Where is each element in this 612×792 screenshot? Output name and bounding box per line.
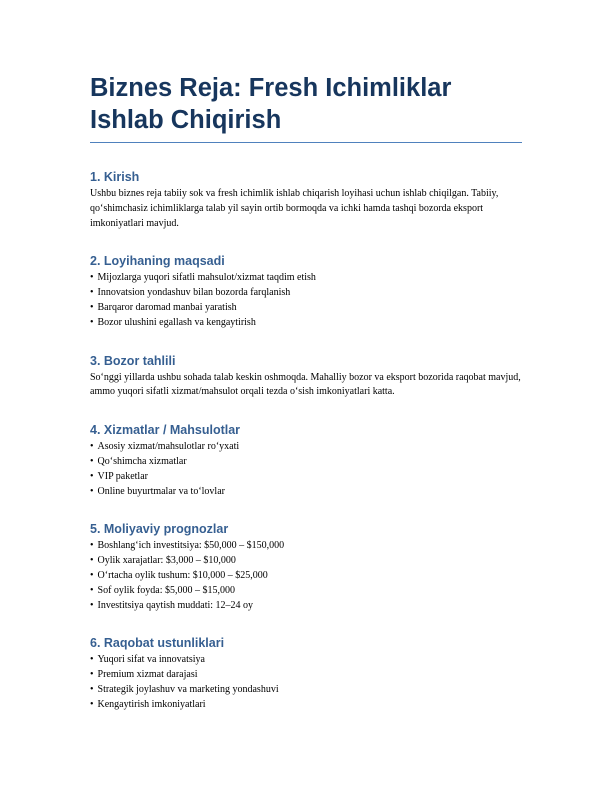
section-paragraph: So‘nggi yillarda ushbu sohada talab keskin oshmoqda. Mahalliy bozor va eksport bozorida raqobat mavjud, ammo yuqori sifatli xizmat/mahsulot orqali tezda o‘sish imkoniyatlari katta. — [90, 371, 521, 398]
list-item: • O‘rtacha oylik tushum: $10,000 – $25,000 — [90, 569, 522, 584]
list-item: • Oylik xarajatlar: $3,000 – $10,000 — [90, 554, 522, 569]
section-xizmatlar-mahsulotlar — [90, 422, 522, 499]
section-heading: 5. Moliyaviy prognozlar — [90, 522, 229, 537]
section-heading: 3. Bozor tahlili — [90, 353, 176, 368]
document-title: Biznes Reja: Fresh Ichimliklar Ishlab Chiqirish — [90, 72, 522, 143]
bullet-list — [90, 653, 522, 712]
list-item: • Yuqori sifat va innovatsiya — [90, 653, 522, 668]
section-heading: 2. Loyihaning maqsadi — [90, 254, 225, 269]
section-paragraph: Ushbu biznes reja tabiiy sok va fresh ichimlik ishlab chiqarish loyihasi uchun ishlab chiqilgan. Tabiiy, qo‘shimchasiz ichimliklarga talab yil sayin ortib bormoqda va ichki hamda tashqi bozorda eksport imkoniyatlari mavjud. — [90, 188, 499, 229]
list-item: • Kengaytirish imkoniyatlari — [90, 698, 522, 713]
list-item: • Online buyurtmalar va to‘lovlar — [90, 485, 522, 500]
section-raqobat-ustunliklari — [90, 635, 522, 712]
section-moliyaviy-prognozlar — [90, 521, 522, 613]
section-kirish — [90, 169, 522, 231]
list-item: • Qo‘shimcha xizmatlar — [90, 455, 522, 470]
list-item: • Bozor ulushini egallash va kengaytirish — [90, 316, 522, 331]
list-item: • Sof oylik foyda: $5,000 – $15,000 — [90, 584, 522, 599]
list-item: • Barqaror daromad manbai yaratish — [90, 301, 522, 316]
list-item: • Investitsiya qaytish muddati: 12–24 oy — [90, 599, 522, 614]
list-item: • VIP paketlar — [90, 470, 522, 485]
list-item: • Premium xizmat darajasi — [90, 668, 522, 683]
document-page — [90, 72, 522, 713]
list-item: • Asosiy xizmat/mahsulotlar ro‘yxati — [90, 440, 522, 455]
bullet-list — [90, 539, 522, 613]
list-item: • Boshlang‘ich investitsiya: $50,000 – $150,000 — [90, 539, 522, 554]
bullet-list — [90, 271, 522, 330]
section-heading: 6. Raqobat ustunliklari — [90, 636, 225, 651]
section-heading: 4. Xizmatlar / Mahsulotlar — [90, 423, 241, 438]
section-heading: 1. Kirish — [90, 170, 140, 184]
list-item: • Mijozlarga yuqori sifatli mahsulot/xizmat taqdim etish — [90, 271, 522, 286]
list-item: • Innovatsion yondashuv bilan bozorda farqlanish — [90, 286, 522, 301]
list-item: • Strategik joylashuv va marketing yondashuvi — [90, 683, 522, 698]
section-loyihaning-maqsadi — [90, 253, 522, 330]
section-bozor-tahlili — [90, 353, 522, 401]
bullet-list — [90, 440, 522, 499]
